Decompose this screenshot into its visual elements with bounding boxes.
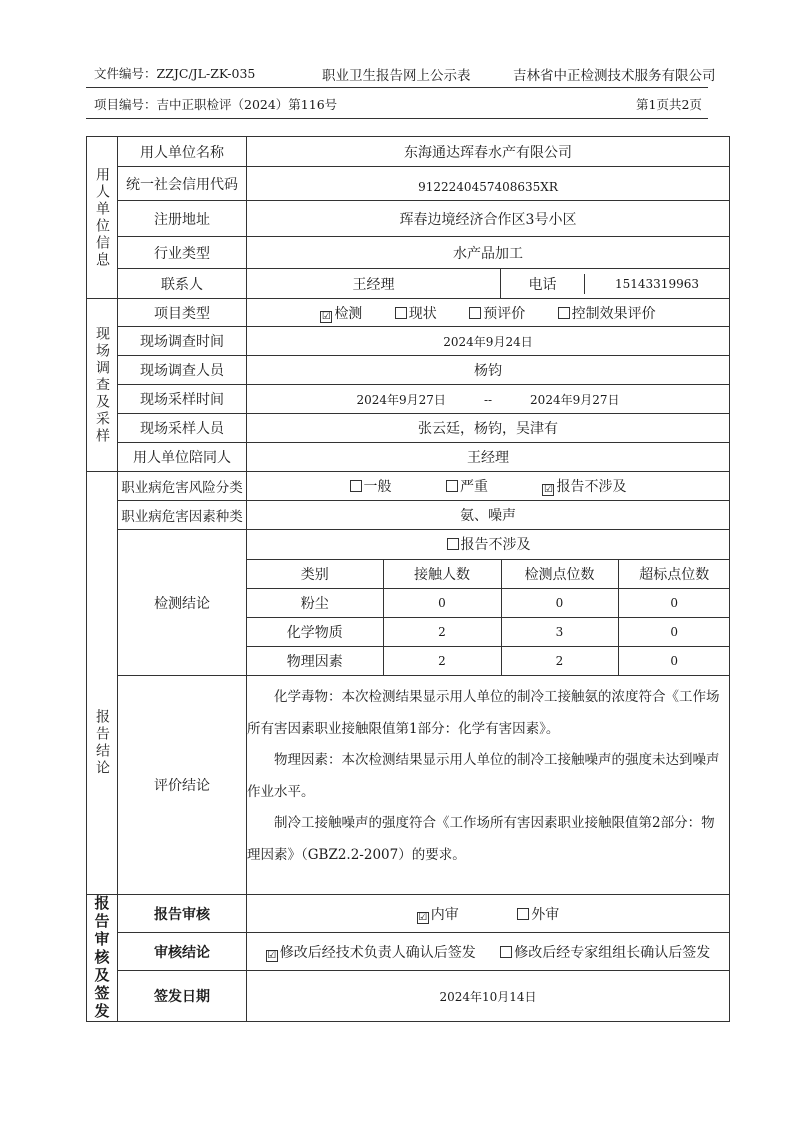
project-type-label: 项目类型 <box>118 299 247 327</box>
table-cell: 2 <box>383 646 501 675</box>
form-title: 职业卫生报告网上公示表 <box>322 68 471 84</box>
not-involved-option[interactable] <box>247 530 730 559</box>
detection-table-cell <box>247 530 730 676</box>
project-type-option[interactable] <box>558 303 656 323</box>
table-cell: 0 <box>501 588 618 617</box>
company-name: 吉林省中正检测技术服务有限公司 <box>513 68 716 84</box>
table-row <box>247 588 730 617</box>
option-label: 修改后经技术负责人确认后签发 <box>279 944 476 961</box>
project-type-option[interactable] <box>469 303 525 323</box>
table-header: 类别 <box>247 559 383 588</box>
credit-code-label: 统一社会信用代码 <box>118 167 247 201</box>
option-label: 修改后经专家组组长确认后签发 <box>514 944 711 961</box>
option-label: 控制效果评价 <box>571 305 656 322</box>
project-type-option[interactable] <box>320 303 362 323</box>
industry-label: 行业类型 <box>118 237 247 269</box>
checkbox[interactable]: ☑ <box>267 949 277 961</box>
checkbox[interactable]: ☑ <box>543 484 553 495</box>
sampling-time-value <box>247 385 730 414</box>
evaluation-paragraph: 化学毒物：本次检测结果显示用人单位的制冷工接触氨的浓度符合《工作场所有害因素职业接触限值第1部分：化学有害因素》。 <box>247 689 720 737</box>
report-table <box>86 136 730 1022</box>
address-value: 珲春边境经济合作区3号小区 <box>247 201 730 237</box>
industry-value: 水产品加工 <box>247 237 730 269</box>
review-section-label: 报告审核及签发 <box>92 895 111 1021</box>
option-label: 检测 <box>334 305 363 322</box>
phone-value: 15143319963 <box>615 276 699 291</box>
option-label: 一般 <box>363 479 392 495</box>
factors-label: 职业病危害因素种类 <box>118 501 247 530</box>
review-result-option[interactable] <box>500 942 710 962</box>
checkbox[interactable] <box>395 307 407 319</box>
evaluation-label: 评价结论 <box>118 676 247 895</box>
file-number: 文件编号：ZZJC/JL-ZK-035 <box>94 66 256 81</box>
surveyor-label: 现场调查人员 <box>118 356 247 385</box>
conclusion-section-label: 报告结论 <box>94 709 110 777</box>
table-cell: 0 <box>383 588 501 617</box>
review-option[interactable] <box>417 904 459 924</box>
table-cell: 0 <box>618 617 730 646</box>
checkbox[interactable] <box>350 480 362 492</box>
contact-value: 王经理 <box>247 269 501 299</box>
survey-time-label: 现场调查时间 <box>118 327 247 356</box>
review-result-options <box>247 933 730 971</box>
unit-info-section <box>87 137 118 299</box>
risk-option[interactable] <box>542 476 626 496</box>
risk-option[interactable] <box>350 476 392 496</box>
project-number: 项目编号：吉中正职检评（2024）第116号 <box>94 97 338 112</box>
unit-name-label: 用人单位名称 <box>118 137 247 167</box>
unit-info-section-label: 用人单位信息 <box>94 166 110 269</box>
surveyor-value: 杨钧 <box>247 356 730 385</box>
review-result-option[interactable] <box>266 942 476 962</box>
phone-label: 电话 <box>501 274 585 294</box>
contact-label: 联系人 <box>118 269 247 299</box>
checkbox[interactable] <box>446 480 458 492</box>
table-cell: 化学物质 <box>247 617 383 646</box>
table-header: 检测点位数 <box>501 559 618 588</box>
option-label: 内审 <box>430 906 459 923</box>
evaluation-text <box>247 676 730 895</box>
table-cell: 0 <box>618 646 730 675</box>
checkbox[interactable] <box>469 307 481 319</box>
table-row <box>247 617 730 646</box>
sampling-time-label: 现场采样时间 <box>118 385 247 414</box>
option-label: 报告不涉及 <box>556 479 627 495</box>
project-type-options <box>247 299 730 327</box>
table-cell: 3 <box>501 617 618 646</box>
samplers-value: 张云廷，杨钧，吴津有 <box>247 414 730 443</box>
table-cell: 2 <box>501 646 618 675</box>
page-number: 第1页共2页 <box>636 97 702 112</box>
evaluation-paragraph: 物理因素：本次检测结果显示用人单位的制冷工接触噪声的强度未达到噪声作业水平。 <box>247 752 720 800</box>
review-option[interactable] <box>517 904 559 924</box>
project-type-option[interactable] <box>395 303 437 323</box>
review-result-label: 审核结论 <box>118 933 247 971</box>
sampling-separator: -- <box>483 392 493 407</box>
escort-value: 王经理 <box>247 443 730 472</box>
option-label: 外审 <box>531 906 560 923</box>
checkbox[interactable]: ☑ <box>321 310 331 322</box>
checkbox[interactable]: ☑ <box>418 911 428 923</box>
review-label: 报告审核 <box>118 895 247 933</box>
option-label: 预评价 <box>483 305 526 322</box>
table-cell: 物理因素 <box>247 646 383 675</box>
checkbox[interactable] <box>558 307 570 319</box>
table-header: 超标点位数 <box>618 559 730 588</box>
unit-name-value: 东海通达珲春水产有限公司 <box>247 137 730 167</box>
issue-date-label: 签发日期 <box>118 971 247 1022</box>
sampling-end: 2024年9月27日 <box>530 392 620 407</box>
factors-value: 氨、噪声 <box>247 501 730 530</box>
not-involved-label: 报告不涉及 <box>460 537 531 554</box>
sampling-start: 2024年9月27日 <box>356 392 446 407</box>
table-cell: 2 <box>383 617 501 646</box>
escort-label: 用人单位陪同人 <box>118 443 247 472</box>
survey-time-value: 2024年9月24日 <box>247 327 730 356</box>
risk-option[interactable] <box>446 476 488 496</box>
header-divider-bottom <box>86 118 708 119</box>
risk-label: 职业病危害风险分类 <box>118 472 247 501</box>
risk-options <box>247 472 730 501</box>
checkbox[interactable] <box>517 908 529 920</box>
checkbox[interactable] <box>447 538 459 550</box>
detection-table <box>247 530 730 675</box>
conclusion-section <box>87 472 118 895</box>
table-cell: 0 <box>618 588 730 617</box>
table-header: 接触人数 <box>383 559 501 588</box>
table-row <box>247 646 730 675</box>
review-options <box>247 895 730 933</box>
issue-date-value: 2024年10月14日 <box>247 971 730 1022</box>
phone-cell <box>501 269 730 299</box>
credit-code-value: 9122240457408635XR <box>247 167 730 201</box>
option-label: 严重 <box>460 479 488 495</box>
samplers-label: 现场采样人员 <box>118 414 247 443</box>
review-section <box>87 895 118 1022</box>
table-cell: 粉尘 <box>247 588 383 617</box>
option-label: 现状 <box>408 305 437 322</box>
survey-section <box>87 299 118 472</box>
checkbox[interactable] <box>500 946 512 958</box>
survey-section-label: 现场调查及采样 <box>94 325 110 445</box>
evaluation-paragraph: 制冷工接触噪声的强度符合《工作场所有害因素职业接触限值第2部分：物理因素》（GBZ2.2-2007）的要求。 <box>247 815 715 863</box>
detection-label: 检测结论 <box>118 530 247 676</box>
address-label: 注册地址 <box>118 201 247 237</box>
header-divider <box>86 87 708 88</box>
